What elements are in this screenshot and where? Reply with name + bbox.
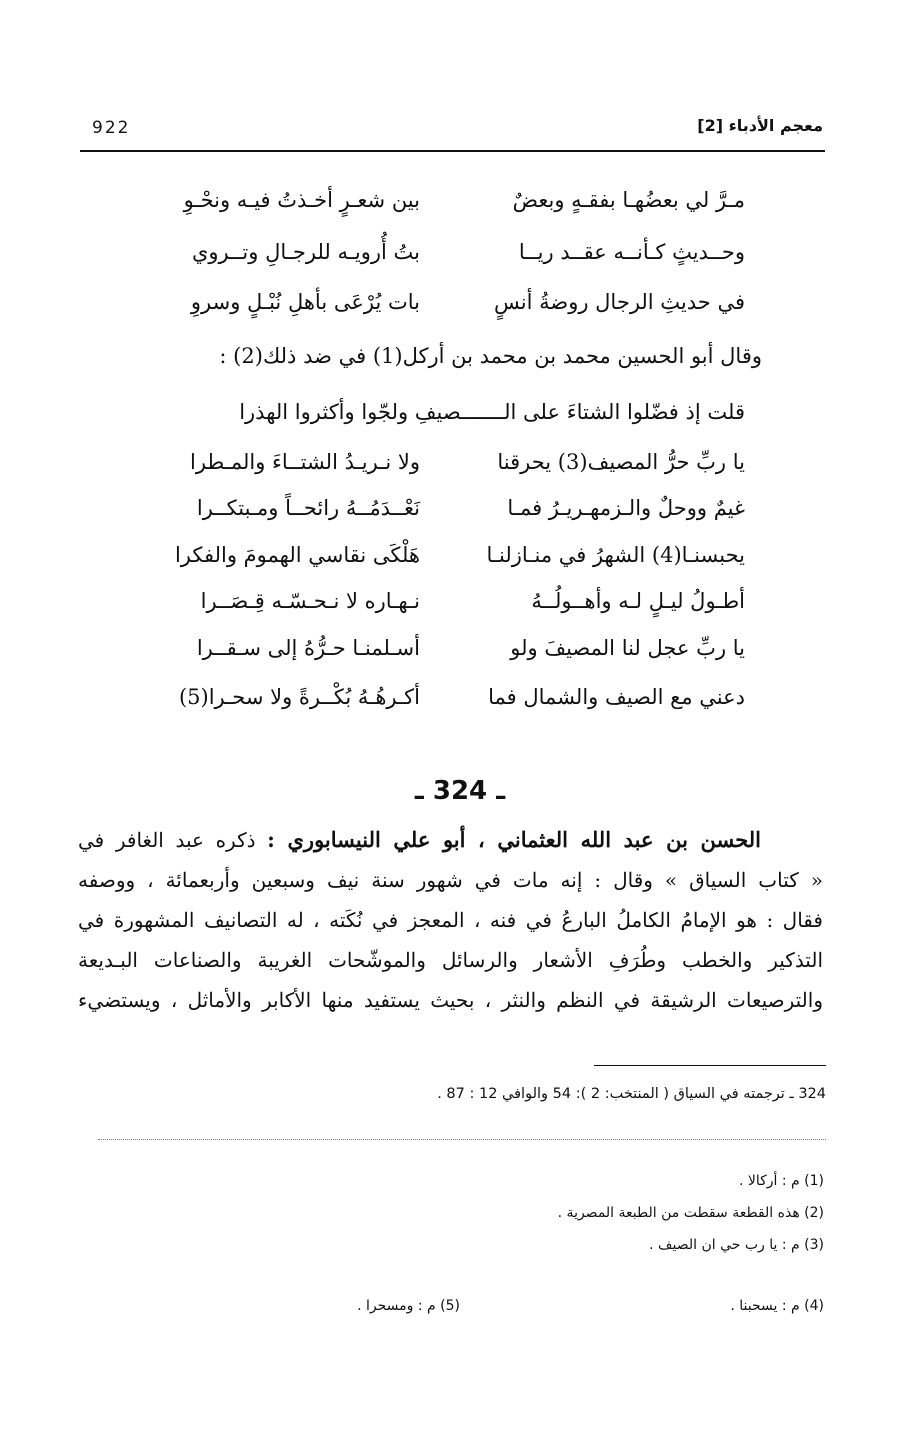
verse-first-hemistich: يا ربِّ عجل لنا المصيفَ ولو <box>510 636 745 660</box>
verse-first-hemistich: وحــديثٍ كـأنــه عقــد ريــا <box>518 240 745 264</box>
verse-line <box>165 180 745 220</box>
verse-first-hemistich: يحبسنـا(4) الشهرُ في منـازلنـا <box>486 543 745 567</box>
verse-first-hemistich: دعني مع الصيف والشمال فما <box>488 685 745 709</box>
biography-subject-name: الحسن بن عبد الله العثماني ، أبو علي النيسابوري : <box>267 827 762 852</box>
footnote: (5) م : ومسحرا . <box>357 1298 460 1314</box>
biography-line: فقال : هو الإمامُ الكاملُ البارعُ في فنه ، المعجز في نُكَته ، له التصانيف المشهورة في <box>78 908 823 932</box>
verse-full-line: قلت إذ فضّلوا الشتاءَ على الـــــــصيفِ ولجّوا وأكثروا الهذرا <box>239 400 745 424</box>
biography-line: التذكير والخطب وطُرَفِ الأشعار والرسائل والموشّحات الغريبة والصناعات البـديعة <box>78 948 823 972</box>
verse-line <box>165 628 745 668</box>
biography-line: والترصيعات الرشيقة في النظم والنثر ، بحيث يستفيد منها الأكابر والأماثل ، ويستضيء <box>78 988 823 1012</box>
verse-second-hemistich: بين شعـرٍ أخـذتُ فيـه ونحْـوِ <box>183 188 420 212</box>
verse-first-hemistich: مـرَّ لي بعضُهـا بفقـهٍ وبعضٌ <box>512 188 745 212</box>
verse-line <box>165 677 745 717</box>
verse-line <box>165 488 745 528</box>
poem-intro: وقال أبو الحسين محمد بن محمد بن أركل(1) في ضد ذلك(2) : <box>219 344 762 368</box>
biography-line <box>78 820 823 860</box>
verse-first-hemistich: غيمٌ ووحلٌ والـزمهـريـرُ فمـا <box>507 496 745 520</box>
biography-line: « كتاب السياق » وقال : إنه مات في شهور سنة نيف وسبعين وأربعمائة ، ووصفه <box>78 868 823 892</box>
verse-line <box>165 232 745 272</box>
verse-second-hemistich: نـهـاره لا نـحـسّـه قِـصَــرا <box>200 589 420 613</box>
verse-second-hemistich: أسـلمنـا حـرُّهُ إلى سـقــرا <box>196 636 420 660</box>
verse-line <box>165 535 745 575</box>
running-header <box>80 114 825 152</box>
verse-line <box>165 282 745 322</box>
verse-second-hemistich: هَلْكَى نقاسي الهمومَ والفكرا <box>174 543 420 567</box>
entry-number: ـ 324 ـ <box>414 776 506 806</box>
biography-line-text: ذكره عبد الغافر في <box>78 828 256 852</box>
footnote: (3) م : يا رب حي ان الصيف . <box>649 1237 824 1253</box>
book-title: معجم الأدباء [2] <box>697 116 823 135</box>
verse-line <box>165 581 745 621</box>
verse-first-hemistich: يا ربِّ حرُّ المصيف(3) يحرقنا <box>497 450 745 474</box>
dotted-divider <box>98 1139 826 1140</box>
page-number: 922 <box>92 118 131 138</box>
footnote: (4) م : يسحبنا . <box>730 1298 824 1314</box>
verse-second-hemistich: بتُ أُرويـه للرجـالِ وتــروي <box>191 240 420 264</box>
verse-first-hemistich: في حديثِ الرجال روضةُ أنسٍ <box>494 290 745 314</box>
verse-line <box>165 392 745 432</box>
footnote: (2) هذه القطعة سقطت من الطبعة المصرية . <box>557 1205 824 1221</box>
verse-second-hemistich: بات يُرْعَى بأهلِ نُبْـلٍ وسروِ <box>190 290 420 314</box>
footnote: (1) م : أركالا . <box>738 1173 824 1189</box>
source-note: 324 ـ ترجمته في السياق ( المنتخب: 2 ): 54 والوافي 12 : 87 . <box>437 1086 826 1102</box>
verse-first-hemistich: أطـولُ ليـلٍ لـه وأهــولُــهُ <box>531 589 745 613</box>
verse-second-hemistich: أكـرهُـهُ بُكْــرةً ولا سحـرا(5) <box>178 685 420 709</box>
verse-line <box>165 442 745 482</box>
verse-second-hemistich: ولا نـريـدُ الشتــاءَ والمـطرا <box>190 450 420 474</box>
footnote-divider <box>594 1065 826 1066</box>
verse-second-hemistich: نَعْــدَمُــهُ رائحــاً ومـبتكــرا <box>196 496 420 520</box>
biography-text <box>78 820 823 1020</box>
